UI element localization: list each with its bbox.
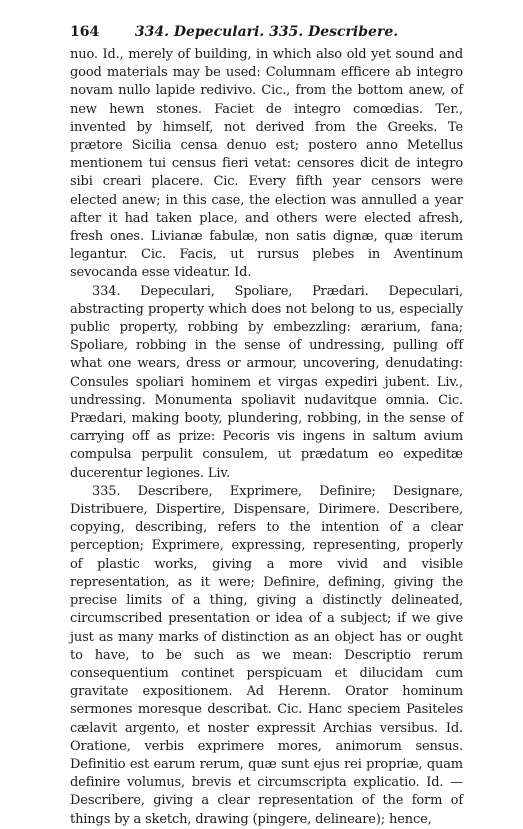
page-number: 164 (70, 24, 100, 40)
paragraph-334: 334. Depeculari, Spoliare, Prædari. Depeculari, abstracting property which does not belong to us, especially public property, robbing by embezzling: ærarium, fana; Spoliare, robbing in the sense of undressing, pulling off what one wears, dress or armour, uncovering, denudating: Consules spoliari hominem et virgas expediri jubent. Liv., undressing. Monumenta spoliavit nudavitque omnia. Cic. Prædari, making booty, plundering, robbing, in the sense of carrying off as prize: Pecoris vis ingens in saltum avium compulsa perpulit consulem, ut prædatum eo expeditæ ducerentur legiones. Liv. (70, 283, 463, 481)
paragraph-335: 335. Describere, Exprimere, Definire; Designare, Distribuere, Dispertire, Dispensare, Dirimere. Describere, copying, describing, refers to the intention of a clear perception; Exprimere, expressing, representing, properly of plastic works, giving a more vivid and visible representation, as it were; Definire, defining, giving the precise limits of a thing, giving a distinctly delineated, circumscribed presentation or idea of a subject; if we give just as many marks of distinction as an object has or ought to have, to be such as we mean: Descriptio rerum consequentium continet perspicuam et dilucidam cum gravitate expositionem. Ad Herenn. Orator hominum sermones moresque describat. Cic. Hanc speciem Pasiteles cælavit argento, et noster expressit Archias versibus. Id. Oratione, verbis exprimere mores, animorum sensus. Definitio est earum rerum, quæ sunt ejus rei propriæ, quam definire volumus, brevis et circumscripta explicatio. Id. — Describere, giving a clear representation of the form of things by a sketch, drawing (pingere, delineare); hence, (70, 483, 463, 827)
running-title: 334. Depeculari. 335. Describere. (134, 24, 399, 40)
page-body (70, 46, 463, 829)
paragraph-continuation: nuo. Id., merely of building, in which also old yet sound and good materials may be used: Columnam efficere ab integro novam nullo lapide redivivo. Cic., from the bottom anew, of new hewn stones. Faciet de integro comœdias. Ter., invented by himself, not derived from the Greeks. Te prætore Siciliа censa denuo est; postero anno Metellus mentionem tui census fieri vetat: censores dicit de integro sibi creari placere. Cic. Every fifth year censors were elected anew; in this case, the election was annulled a year after it had taken place, and others were elected afresh, fresh ones. Livianæ fabulæ, non satis dignæ, quæ iterum legantur. Cic. Facis, ut rursus plebes in Aventinum sevocanda esse videatur. Id. (70, 47, 463, 281)
running-head (70, 22, 463, 42)
